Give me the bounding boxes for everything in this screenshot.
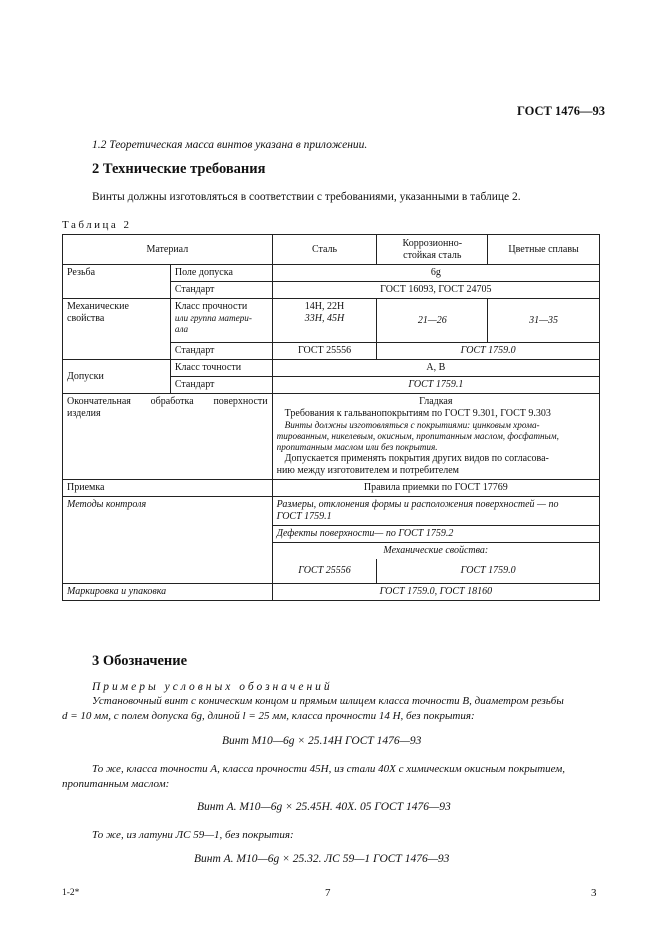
document-header: ГОСТ 1476—93: [516, 104, 605, 118]
value-acceptance: Правила приемки по ГОСТ 17769: [272, 480, 599, 497]
finish-line1: Окончательная обработка поверхности: [67, 396, 268, 407]
value-corrosion-class: 21—26: [377, 299, 488, 343]
finish-smooth: Гладкая: [419, 396, 453, 407]
designation-2: Винт А. М10—6g × 25.45H. 40Х. 05 ГОСТ 1476—93: [197, 801, 451, 813]
methods-dimensions-line2: ГОСТ 1759.1: [276, 511, 332, 523]
designation-3: Винт А. М10—6g × 25.32. ЛС 59—1 ГОСТ 1476—93: [194, 853, 450, 865]
row-thread-standard: Стандарт: [170, 282, 272, 299]
clause-1-2: 1.2 Теоретическая масса винтов указана в приложении.: [92, 139, 368, 151]
table-row: [63, 394, 600, 480]
example-3: То же, из латуни ЛС 59—1, без покрытия:: [92, 829, 294, 841]
row-accuracy-class: Класс точности: [170, 360, 272, 377]
row-surface-finish: [63, 394, 273, 480]
table-row: [63, 360, 600, 377]
row-tolerances: Допуски: [63, 360, 171, 394]
value-nonferrous-class: 31—35: [488, 299, 600, 343]
section-2-title: 2 Технические требования: [92, 161, 266, 177]
table-header-row: [63, 235, 600, 265]
table-2: [62, 234, 600, 601]
finish-coatings-1: Винты должны изготовляться с покрытиями: цинковым хрома-: [284, 420, 540, 430]
row-strength-class: [170, 299, 272, 343]
value-steel-class: [272, 299, 377, 343]
row-marking: Маркировка и упаковка: [63, 583, 273, 600]
table-row: [63, 583, 600, 600]
mechanical-line1: Механические: [67, 301, 129, 312]
row-thread: Резьба: [63, 265, 171, 299]
table-row: [63, 299, 600, 343]
table-row: [63, 480, 600, 497]
value-thread-standard: ГОСТ 16093, ГОСТ 24705: [272, 282, 599, 299]
example-2-line2: пропитанным маслом:: [62, 778, 170, 790]
example-1-line2: d = 10 мм, с полем допуска 6g, длиной l = 25 мм, класса прочности 14 H, без покрытия:: [62, 710, 475, 722]
strength-class-line1: Класс прочности: [174, 301, 248, 312]
section-2-intro: Винты должны изготовляться в соответствии с требованиями, указанными в таблице 2.: [92, 191, 521, 203]
mechanical-line2: свойства: [67, 313, 105, 324]
page-number-center: 7: [325, 887, 331, 899]
page-number-right: 3: [591, 887, 597, 899]
header-corrosion-line1: Коррозионно-: [402, 237, 463, 249]
value-mech-std-steel: ГОСТ 25556: [272, 343, 377, 360]
steel-class-line1: 14H, 22H: [304, 301, 345, 312]
designation-1: Винт М10—6g × 25.14H ГОСТ 1476—93: [222, 735, 422, 747]
finish-other-1: Допускается применять покрытия других видов по согласова-: [284, 453, 549, 465]
value-methods-steel: ГОСТ 25556: [272, 559, 377, 583]
finish-galvanic: Требования к гальванопокрытиям по ГОСТ 9.301, ГОСТ 9.303: [284, 408, 551, 419]
value-surface-finish: [272, 394, 599, 480]
header-corrosion-steel: [377, 235, 488, 265]
row-tolerance-field: Поле допуска: [170, 265, 272, 282]
strength-class-line2: или группа матери-: [174, 313, 252, 323]
value-methods-mechanical: Механические свойства:: [272, 543, 599, 560]
finish-line2: изделия: [67, 408, 101, 419]
section-3-title: 3 Обозначение: [92, 653, 188, 669]
row-control-methods: Методы контроля: [63, 497, 273, 584]
example-1-line1: Установочный винт с коническим концом и прямым шлицем класса точности В, диаметром резьбы: [92, 695, 564, 707]
value-methods-dimensions: [272, 497, 599, 526]
row-acceptance: Приемка: [63, 480, 273, 497]
finish-coatings-2: тированным, никелевым, окисным, пропитанным маслом, фосфатным,: [276, 431, 559, 442]
value-methods-defects: Дефекты поверхности— по ГОСТ 1759.2: [272, 526, 599, 543]
table-row: [63, 497, 600, 526]
header-corrosion-line2: стойкая сталь: [403, 249, 462, 261]
strength-class-line3: ала: [174, 324, 189, 335]
finish-coatings-3: пропитанным маслом или без покрытия.: [276, 442, 438, 453]
steel-class-line2: 33H, 45H: [304, 313, 345, 324]
footer-left: 1-2*: [62, 888, 80, 898]
value-tolerance-standard: ГОСТ 1759.1: [272, 377, 599, 394]
finish-other-2: нию между изготовителем и потребителем: [276, 465, 459, 477]
methods-dimensions-line1: Размеры, отклонения формы и расположения поверхностей — по: [276, 499, 559, 511]
value-marking: ГОСТ 1759.0, ГОСТ 18160: [272, 583, 599, 600]
row-mechanical-standard: Стандарт: [170, 343, 272, 360]
row-tolerance-standard: Стандарт: [170, 377, 272, 394]
value-accuracy-class: А, В: [272, 360, 599, 377]
value-mech-std-other: ГОСТ 1759.0: [377, 343, 600, 360]
table-row: [63, 265, 600, 282]
value-tolerance-field: 6g: [272, 265, 599, 282]
examples-heading: Примеры условных обозначений: [92, 681, 333, 693]
header-nonferrous: Цветные сплавы: [488, 235, 600, 265]
header-material: Материал: [63, 235, 273, 265]
row-mechanical: [63, 299, 171, 360]
table-caption: Таблица 2: [62, 219, 132, 231]
value-methods-other: ГОСТ 1759.0: [377, 559, 600, 583]
header-steel: Сталь: [272, 235, 377, 265]
example-2-line1: То же, класса точности А, класса прочности 45H, из стали 40Х с химическим окисным покрытием,: [92, 763, 566, 775]
